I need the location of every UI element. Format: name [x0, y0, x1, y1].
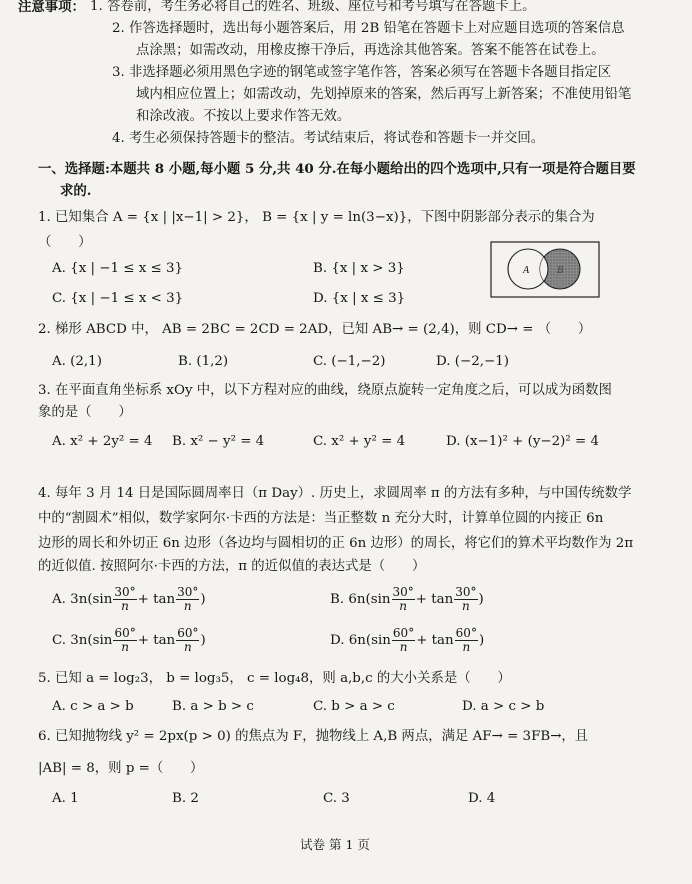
q6-stem: 6. 已知抛物线 y² = 2px(p > 0) 的焦点为 F，抛物线上 A,B 两点，满足 AF→ = 3FB→，且 — [38, 729, 589, 744]
q3-option-d: D. (x−1)² + (y−2)² = 4 — [446, 434, 599, 449]
q5-option-b: B. a > b > c — [172, 699, 254, 714]
q6-option-b: B. 2 — [172, 791, 199, 806]
notice-title: 注意事项： — [18, 0, 85, 15]
notice-item-4: 4. 考生必须保持答题卡的整洁。考试结束后，将试卷和答题卡一并交回。 — [112, 131, 545, 146]
q2-option-d: D. (−2,−1) — [436, 354, 509, 369]
q6-option-d: D. 4 — [468, 791, 496, 806]
q1-option-a: A. {x | −1 ≤ x ≤ 3} — [52, 261, 184, 276]
q1-option-b: B. {x | x > 3} — [313, 261, 405, 276]
section-heading-cont: 求的. — [60, 183, 92, 199]
notice-item-1: 1. 答卷前，考生务必将自己的姓名、班级、座位号和考号填写在答题卡上。 — [90, 0, 536, 14]
q4-stem-4: 的近似值. 按照阿尔·卡西的方法，π 的近似值的表达式是（ ） — [38, 559, 426, 574]
q5-option-d: D. a > c > b — [462, 699, 545, 714]
q3-option-c: C. x² + y² = 4 — [313, 434, 406, 449]
q3-option-b: B. x² − y² = 4 — [172, 434, 265, 449]
q4-stem-1: 4. 每年 3 月 14 日是国际圆周率日（π Day）. 历史上，求圆周率 π 的方法有多种，与中国传统数学 — [38, 486, 632, 501]
q6-option-c: C. 3 — [323, 791, 350, 806]
notice-item-3: 3. 非选择题必须用黑色字迹的钢笔或签字笔作答，答案必须写在答题卡各题目指定区 — [112, 65, 612, 80]
venn-label-a: A — [523, 265, 530, 276]
q4-option-c: C. 3n(sin $\frac{60^\circ}{n}$ + tan $\frac{60^\circ}{n}$ ) — [52, 626, 206, 654]
notice-item-2-cont: 点涂黑；如需改动，用橡皮擦干净后，再选涂其他答案。答案不能答在试卷上。 — [136, 43, 605, 58]
q2-stem: 2. 梯形 ABCD 中， AB = 2BC = 2CD = 2AD，已知 AB→ = (2,4)，则 CD→ = （ ） — [38, 322, 592, 337]
notice-item-2: 2. 作答选择题时，选出每小题答案后，用 2B 铅笔在答题卡上对应题目选项的答案信息 — [112, 21, 625, 36]
q6-option-a: A. 1 — [52, 791, 79, 806]
q1-paren: （ ） — [38, 235, 92, 250]
q3-stem-cont: 象的是（ ） — [38, 405, 132, 420]
q6-stem-cont: |AB| = 8，则 p =（ ） — [38, 761, 204, 776]
q2-option-b: B. (1,2) — [178, 354, 229, 369]
q1-stem: 1. 已知集合 A = {x | |x−1| > 2}， B = {x | y = ln(3−x)}，下图中阴影部分表示的集合为 — [38, 210, 595, 225]
q4-option-d: D. 6n(sin $\frac{60^\circ}{n}$ + tan $\frac{60^\circ}{n}$ ) — [330, 626, 485, 654]
q4-stem-3: 边形的周长和外切正 6n 边形（各边均与圆相切的正 6n 边形）的周长，将它们的算术平均数作为 2π — [38, 536, 634, 551]
notice-item-3-cont: 域内相应位置上；如需改动，先划掉原来的答案，然后再写上新答案；不准使用铅笔 — [136, 87, 632, 102]
q2-option-c: C. (−1,−2) — [313, 354, 386, 369]
notice-item-3-cont2: 和涂改液。不按以上要求作答无效。 — [136, 109, 351, 124]
q2-option-a: A. (2,1) — [52, 354, 102, 369]
q4-option-b: B. 6n(sin $\frac{30^\circ}{n}$ + tan $\frac{30^\circ}{n}$ ) — [330, 585, 484, 613]
page-footer: 试卷 第 1 页 — [300, 837, 370, 852]
q5-stem: 5. 已知 a = log₂3， b = log₃5， c = log₄8，则 a,b,c 的大小关系是（ ） — [38, 671, 511, 686]
q1-option-c: C. {x | −1 ≤ x < 3} — [52, 291, 184, 306]
q3-option-a: A. x² + 2y² = 4 — [52, 434, 153, 449]
q3-stem: 3. 在平面直角坐标系 xOy 中，以下方程对应的曲线，绕原点旋转一定角度之后，可以成为函数图 — [38, 383, 612, 398]
q1-option-d: D. {x | x ≤ 3} — [313, 291, 406, 306]
section-heading: 一、选择题:本题共 8 小题,每小题 5 分,共 40 分.在每小题给出的四个选项中,只有一项是符合题目要 — [38, 161, 636, 177]
q5-option-a: A. c > a > b — [52, 699, 134, 714]
q5-option-c: C. b > a > c — [313, 699, 395, 714]
venn-diagram — [490, 241, 600, 298]
venn-label-b: B — [557, 265, 564, 276]
q4-stem-2: 中的“割圆术”相似，数学家阿尔·卡西的方法是：当正整数 n 充分大时，计算单位圆的内接正 6n — [38, 511, 604, 526]
q4-option-a: A. 3n(sin $\frac{30^\circ}{n}$ + tan $\frac{30^\circ}{n}$ ) — [52, 585, 206, 613]
